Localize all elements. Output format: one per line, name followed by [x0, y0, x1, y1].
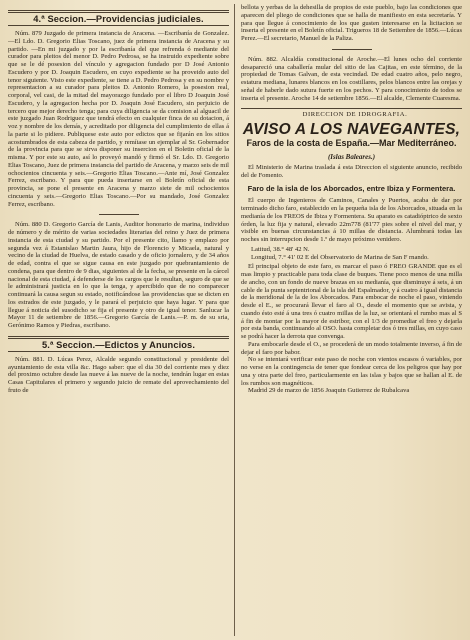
banner-subtitle: Faros de la costa de España.—Mar Mediterráneo.: [246, 138, 457, 149]
notice-880: Núm. 880 D. Gregorio García de Lanis, Auditor honorario de marina, individuo de número y de mérito de varias sociedades literarias del reino y Juez de primera instancia de esta ciudad y su partido. Por el presente cito, llamo y emplazo por segunda vez á Estanislao Martin Jaura, hijo de Florencio y Micaela, natural y vecino de la ciudad de Huelva, de estado casado y de oficio jornalero, y de 34 años de edad, contra el que se sigue causa en este juzgado por quebrantamiento de condena, para que dentro de 9 dias, siguientes al de la fecha, se presente en la cárcel nacional de esta ciudad, á defenderse de los cargos que le resultan, seguro de que se le administrará justicia en lo que la tenga, y apercibido que de no comparecer continuará la causa segun su estado, notificándose las providencias que se dicten en los estrados de este juzgado, y le parará el perjuicio que haya lugar. Y para que llegue á noticia del susodicho se fija el presente y otro de igual tenor. Sanlucar la Mayor 11 de setiembre de 1856.—Gregorio García de Lanis.—P. m. de su sria, Gerónimo Ramos y Piedras, escribano.: [8, 221, 229, 329]
faro-paragraph-1: El cuerpo de Ingenieros de Caminos, Canales y Puertos, acaba de dar por terminado dicho faro, establecido en la pequeña isla de los Aborcados, situada en la medianía de los FREOS de Ibiza y Formentera. Su aparato es catadióptrico de sexto órden, la luz fija y natural, elevado 22m778 (81'77 pies sobre el nivel del mar, y visible en buenas circunstancias á 10 millas de distancia. Alumbrará todas las noches sin interrupcion desde 1.º de mayo próximo venidero.: [241, 197, 462, 243]
notice-879: Núm. 879 Juzgado de primera instancia de Aracena. —Escribanía de Gonzalez.—El Ldo. D. Gregorio Elias Toscano, juez de primera instancia de Aracena y su partido. —En mi juzgado y por la escribanía del que refrenda ó mediante del curador para pleitos del menor D. Pedro Pedrosa, se ha instruido expediente sobre que se le dé posesion del vínculo y agregacion fundado por D José Antonio Escudero y por D. Joaquin Escudero, en cuyo expediente se ha proveido auto del tenor siguiente. Visto este expediente, se tiene a D. Pedro Pedrosa y en su nombre y representacion a su curador para pleitos D. Antonio Romero, la posesion real, corporal, vel casi, de la mitad del mayorazgo fundado por el libro D Joaquin José Escudero, y la agregacion hecha por D. Joaquin José Escudero, sin perjuicio de tercero que mejor derecho tenga; para cuya diligencia se da comision al alguacil de este juzgado Juan Rodriguez que tendrá efecto en cualquier finca de su dotacion, á voz y nombre de los demás, y acreditado por diligencia del cumplimiento de ellas á la parte si lo pidiere. Publiquese este auto por edictos que se fijarán en los sitios acostumbrados de esta cabeza de partido, y remítase un ejemplar al Sr. Gobernador de la provincia para que se sirva disponer su insercion en el Boletin oficial de la misma. Y por este su auto, así lo proveyó mandó y firmó el Sr. Ldo. D. Gregorio Elias Toscano, Juez de primera instancia del partido de Aracena, y marzo seis de mil ochocientos cincuenta y seis.—Gregorio Elias Toscano.—Ante mí, José Gonzalez Ferrez, escribano. Y para que pueda insertarse en el Boletín oficial de esta provincia, se pone el presente en Aracena y marzo siete de mil ochocientos cincuenta y seis.—Gregorio Elias Toscano.—Por su mandado, José Gonzalez Ferrez, escribano.: [8, 30, 229, 208]
faro-title: Faro de la isla de los Aborcados, entre Ibiza y Formentera.: [247, 183, 456, 193]
columns: [8, 4, 464, 636]
direccion-title: DIRECCION DE IDROGRAFIA.: [302, 111, 408, 119]
right-column: [235, 4, 462, 636]
banner-title: AVISO A LOS NAVEGANTES,: [242, 121, 461, 139]
section-4-title: 4.ª Seccion.—Providencias judiciales.: [33, 14, 204, 24]
intro-paragraph: El Ministerio de Marina traslada á esta Direccion el siguiente anuncio, recibido del de Fomento.: [241, 164, 462, 179]
faro-paragraph-3: Para embocarle desde el O., se procederá de un modo totalmente inverso, á fin de dejar el faro por babor.: [241, 340, 462, 356]
notice-882: Núm. 882. Alcaldía constitucional de Aroche.—El lunes ocho del corriente desapareció una caballería mular del sitio de las Cajitas, en este término, de la propiedad de Tomas Galvan, de esta vecindad. De edad cuatro años, pelo negro, estatura mediana, lunares blancos en los costillares, pelos blancos entre las orejas y señal de haberle dado sutura fuerte en los pechos. Y para conocimiento de todos se inserta el presente. Aroche 14 de setiembre 1856.—El alcalde, Clemente Cuaresma.: [241, 55, 462, 102]
notice-881: Núm. 881. D. Lúcas Perez, Alcalde segundo constitucional y presidente del ayuntamiento de esta villa &c. Hago saber: que el dia 30 del corriente mes y diez del proximo octubre desde las nueve á las nueve de la noche, tendrán lugar en estas Casas Capitulares el primero y segundo juicio de remate del aprovechamiento del fruto de: [8, 355, 229, 394]
islas-subheading: (Islas Baleares.): [327, 153, 376, 162]
faro-paragraph-5: Madrid 29 de marzo de 1856 Joaquin Gutierrez de Rubalcava: [248, 387, 410, 395]
latitude-line: Latitud, 38.° 48' 42 N.: [251, 245, 310, 253]
longitude-line: Longitud, 7.° 41' 02 E del Observatorio de Marina de San F rnando.: [251, 253, 429, 261]
notice-881-continued: bellota y yerbas de la dehesilla de propios de este pueblo, bajo las condiciones que aparecen del pliego de condiciones que se halla de manifiesto en esta secretaría. Y para que llegue á conocimiento de los que gusten interesarse en la licitacion se inserta el presente en el Boletín oficial. Trigueros 18 de Setiembre de 1856.—Lúcas Perez.—El secretario, Manuel de la Paliza.: [241, 4, 462, 42]
faro-paragraph-2: El principal objeto de este faro, es marcar el paso ó FREO GRANDE que es el mas limpio y practicable para toda clase de buques. Tiene poco menos de una milla de ancho, con un fondo de nueve brazas en su medianía, que disminuye á seis, á un cable de la punta septentrional de la isla del Espalmador, y á cuatro á igual distancia de la meridional de la de los Aborcados. Para embocar de noche el paso, viniendo desde el E., se procurará llevar el faro al O., desde el momento que se avista, y cuando ésto esté á una tres ó cuatro millas de la luz, se orientará el rumbo mas al S á fin de montar por la mayor de estribor, con el 1/3 de promediar el freo y dejarla por esta banda, continuando al OSO. hasta completar dos ó tres millas, en cuyo caso se podrá hacer la derrota que convenga.: [241, 263, 462, 340]
faro-paragraph-4: No se intentará verificar este paso de noche con vientos escasos ó variables, por no verse en la contingencia de tener que fondear cerca de los peligros que hay por una y otra parte del freo, particularmente en las islas y bajos que se hallan al E. de los rumbos son magnéticos.: [241, 356, 462, 387]
left-column: [8, 4, 235, 636]
section-5-title: 5.ª Seccion.—Edictos y Anuncios.: [41, 339, 196, 350]
